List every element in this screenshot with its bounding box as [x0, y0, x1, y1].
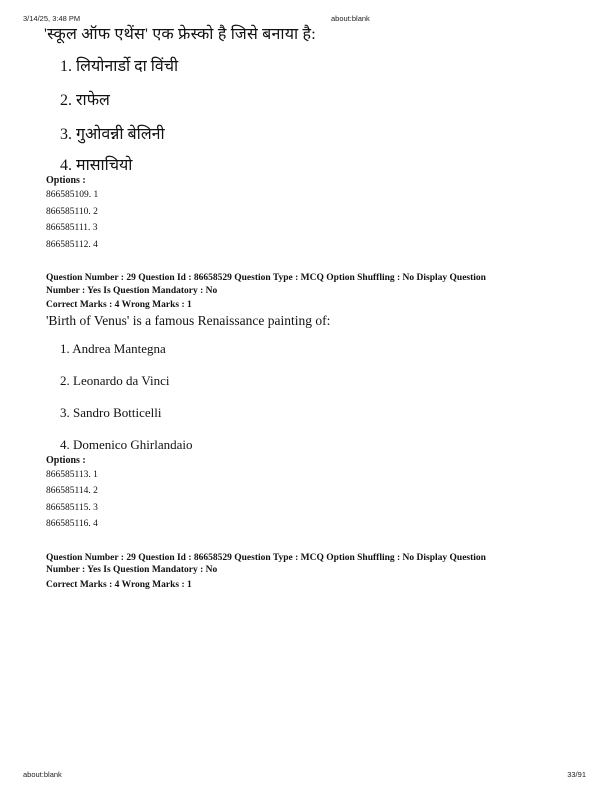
choice-4: 4. मासाचियो: [60, 157, 133, 174]
choice-2: 2. Leonardo da Vinci: [60, 372, 170, 388]
options-label: Options :: [46, 175, 86, 186]
options-label: Options :: [46, 454, 86, 466]
choice-1: 1. Andrea Mantegna: [60, 340, 166, 356]
page-number: 33/91: [567, 770, 586, 779]
footer-url: about:blank: [23, 770, 62, 779]
print-url: about:blank: [331, 14, 370, 23]
page-content: [46, 24, 576, 591]
question-marks: Correct Marks : 4 Wrong Marks : 1: [46, 579, 192, 590]
question-text: 'Birth of Venus' is a famous Renaissance painting of:: [46, 312, 331, 328]
option-id-3: 866585115. 3: [46, 502, 98, 513]
option-id-2: 866585114. 2: [46, 486, 98, 496]
choice-3: 3. गुओवन्नी बेलिनी: [60, 126, 165, 143]
option-id-3: 866585111. 3: [46, 223, 98, 233]
option-id-4: 866585112. 4: [46, 239, 98, 250]
choice-1: 1. लियोनार्डो दा विंची: [60, 58, 179, 75]
question-marks: Correct Marks : 4 Wrong Marks : 1: [46, 300, 192, 310]
choice-3: 3. Sandro Botticelli: [60, 404, 162, 420]
question-meta-line1: Question Number : 29 Question Id : 86658529 Question Type : MCQ Option Shuffling : No Display Question: [46, 273, 486, 283]
print-datetime: 3/14/25, 3:48 PM: [23, 14, 81, 23]
choice-2: 2. राफेल: [60, 92, 110, 109]
question-block-29: [46, 272, 576, 533]
option-id-2: 866585110. 2: [46, 206, 98, 217]
choice-4: 4. Domenico Ghirlandaio: [60, 436, 193, 452]
question-meta-line2: Number : Yes Is Question Mandatory : No: [46, 285, 218, 296]
question-meta-line1: Question Number : 29 Question Id : 86658529 Question Type : MCQ Option Shuffling : No Display Question: [46, 552, 486, 563]
question-meta-line2: Number : Yes Is Question Mandatory : No: [46, 565, 218, 575]
option-id-4: 866585116. 4: [46, 519, 98, 529]
question-text: 'स्कूल ऑफ एथेंस' एक फ्रेस्को है जिसे बनाया है:: [44, 26, 316, 43]
option-id-1: 866585113. 1: [46, 469, 98, 480]
option-id-1: 866585109. 1: [46, 190, 99, 200]
question-block-prev: [46, 24, 576, 253]
question-block-29-repeat: [46, 552, 576, 592]
